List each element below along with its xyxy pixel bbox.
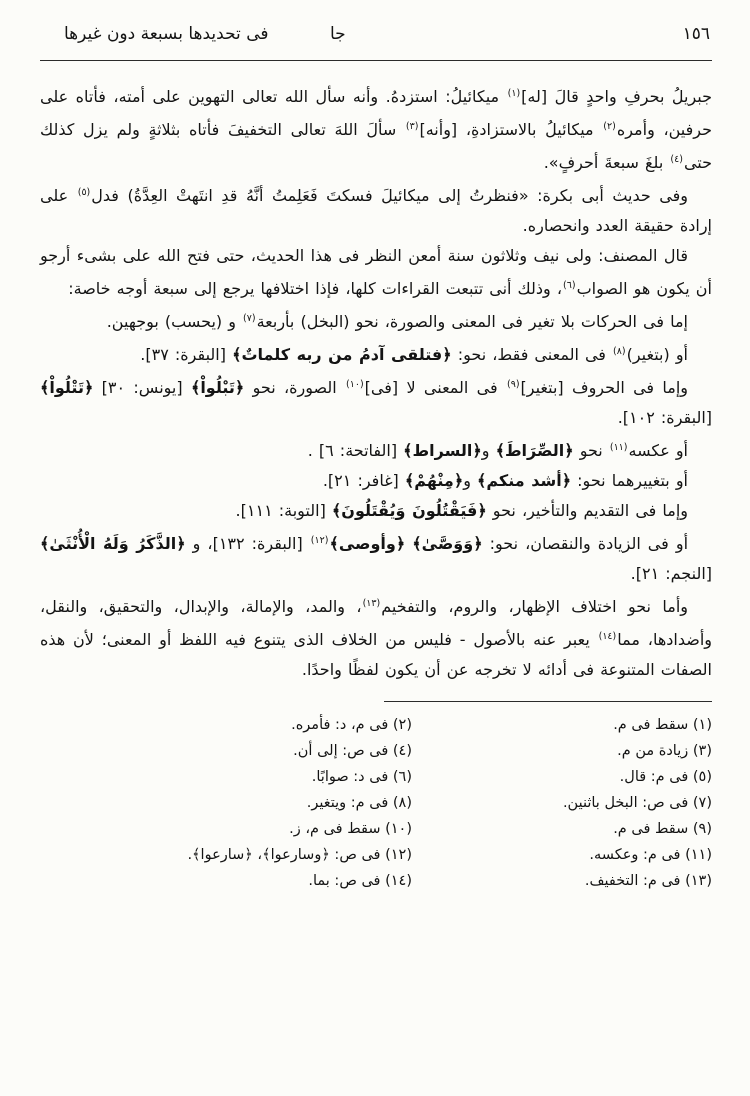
page-number: ١٥٦	[682, 24, 710, 44]
footnote-marker: (٦)	[563, 280, 576, 291]
quran-quote: ﴿وَوَصَّىٰ﴾	[412, 534, 483, 553]
footnote-marker: (٢)	[603, 121, 616, 132]
footnote: (٤) فى ص: إلى أن.	[293, 743, 412, 759]
footnote-marker: (١)	[507, 88, 521, 99]
footnote: (٢) فى م، د: فأمره.	[291, 717, 412, 733]
footnote-marker: (٧)	[243, 313, 256, 324]
header-rule	[40, 60, 712, 61]
paragraph: جبريلُ بحرفِ واحدٍ قالَ [له]$^{(١)}$ ميكائيلُ: استزدهُ. وأنه سأل الله تعالى التهوين على أمته، فأتاه على حرفين، وأمره$^{(٢)}$ ميكائيلُ بالاستزادةِ، [وأنه]$^{(٣)}$ سألَ اللهَ تعالى التخفيفَ فأتاه بثلاثةٍ ولم يزل كذلك حتى$^{(٤)}$ بلغَ سبعةَ أحرفٍ».	[40, 87, 713, 172]
paragraph: وإما فى التقديم والتأخير، نحو ﴿فَيَقْتُلُونَ وَيُقْتَلُونَ﴾ [التوبة: ١١١].	[235, 501, 688, 520]
footnote: (٩) سقط فى م.	[613, 821, 712, 837]
footnote: (٦) فى د: صوابًا.	[311, 769, 412, 785]
running-title: فى تحديدها بسبعة دون غيرها	[64, 24, 269, 44]
footnotes	[40, 712, 712, 894]
footnotes-right-column	[412, 712, 712, 894]
footnote: (١١) فى م: وعكسه.	[589, 847, 712, 863]
paragraph: أو (بتغير)$^{(٨)}$ فى المعنى فقط، نحو: ﴿فتلقى آدمُ من ربه كلماتٌ﴾ [البقرة: ٣٧].	[140, 345, 688, 364]
paragraph: أو فى الزيادة والنقصان، نحو: ﴿وَوَصَّىٰ﴾ ﴿وأوصى﴾$^{(١٢)}$ [البقرة: ١٣٢]، و ﴿الذَّكَرُ وَلَهُ الْأُنْثَىٰ﴾ [النجم: ٢١].	[40, 534, 712, 583]
footnote-marker: (١٢)	[310, 535, 329, 546]
paragraph: أو بتغييرهما نحو: ﴿أشد منكم﴾ و﴿مِنْهُمْ﴾ [غافر: ٢١].	[322, 471, 688, 490]
footnote-marker: (١٤)	[598, 631, 617, 642]
body-text	[40, 79, 712, 685]
footnotes-left-column	[40, 712, 412, 894]
quran-quote: ﴿فَيَقْتُلُونَ وَيُقْتَلُونَ﴾	[331, 501, 487, 520]
paragraph: وإما فى الحروف [بتغير]$^{(٩)}$ فى المعنى لا [فى]$^{(١٠)}$ الصورة، نحو ﴿تَبْلُواْ﴾ [يونس: ٣٠] ﴿تَتْلُواْ﴾ [البقرة: ١٠٢].	[40, 378, 712, 427]
footnote: (١٤) فى ص: بما.	[308, 873, 412, 889]
footnote-separator	[384, 701, 712, 702]
page-header	[40, 24, 712, 52]
paragraph: وفى حديث أبى بكرة: «فنظرتُ إلى ميكائيلَ فسكتَ فَعَلِمتُ أنَّهُ قدِ انتَهتْ العِدَّةُ) فدل$^{(٥)}$ على إرادة حقيقة العدد وانحصاره.	[40, 186, 712, 235]
footnote: (٧) فى ص: البخل باثنين.	[562, 795, 712, 811]
quran-quote: ﴿تَتْلُواْ﴾	[40, 378, 94, 397]
footnote: (١) سقط فى م.	[613, 717, 712, 733]
paragraph: وأما نحو اختلاف الإظهار، والروم، والتفخيم$^{(١٣)}$، والمد، والإمالة، والإبدال، والتحقيق، والنقل، وأضدادها، مما$^{(١٤)}$ يعبر عنه بالأصول - فليس من الخلاف الذى يتنوع فيه اللفظ أو المعنى؛ لأن هذه الصفات المتنوعة فى أدائه لا تخرجه عن أن يكون لفظًا واحدًا.	[40, 597, 712, 679]
footnote-marker: (٥)	[77, 187, 91, 198]
quran-quote: ﴿وأوصى﴾	[329, 534, 406, 553]
footnote: (١٢) فى ص: ﴿وسارعوا﴾، ﴿سارعوا﴾.	[187, 847, 412, 863]
footnote-marker: (١٣)	[362, 598, 381, 609]
quran-quote: ﴿الذَّكَرُ وَلَهُ الْأُنْثَىٰ﴾	[40, 534, 186, 553]
footnote-marker: (١١)	[609, 442, 628, 453]
quran-quote: ﴿أشد منكم﴾	[477, 471, 572, 490]
footnote: (٨) فى م: ويتغير.	[306, 795, 412, 811]
footnote: (١٣) فى م: التخفيف.	[584, 873, 712, 889]
quran-quote: ﴿السراط﴾	[403, 441, 482, 460]
footnote-marker: (٨)	[613, 346, 626, 357]
footnote: (١٠) سقط فى م، ز.	[289, 821, 412, 837]
header-center-mark: جا	[330, 24, 346, 44]
paragraph: أو عكسه$^{(١١)}$ نحو ﴿الصِّرَاطَ﴾ و﴿السراط﴾ [الفاتحة: ٦] .	[307, 441, 688, 460]
quran-quote: ﴿فتلقى آدمُ من ربه كلماتٌ﴾	[232, 345, 452, 364]
footnote-marker: (٤)	[670, 154, 683, 165]
quran-quote: ﴿مِنْهُمْ﴾	[404, 471, 464, 490]
footnote: (٥) فى م: قال.	[619, 769, 712, 785]
paragraph: قال المصنف: ولى نيف وثلاثون سنة أمعن النظر فى هذا الحديث، حتى فتح الله على بشىء أرجو أن يكون هو الصواب$^{(٦)}$، وذلك أنى تتبعت القراءات كلها، فإذا اختلافها يرجع إلى سبعة أوجه خاصة:	[40, 246, 712, 298]
footnote-marker: (٣)	[405, 121, 419, 132]
quran-quote: ﴿تَبْلُواْ﴾	[190, 378, 245, 397]
footnote: (٣) زيادة من م.	[617, 743, 712, 759]
footnote-marker: (١٠)	[346, 379, 364, 390]
footnote-marker: (٩)	[506, 379, 520, 390]
paragraph: إما فى الحركات بلا تغير فى المعنى والصورة، نحو (البخل) بأربعة$^{(٧)}$ و (يحسب) بوجهين.	[106, 312, 688, 331]
quran-quote: ﴿الصِّرَاطَ﴾	[495, 441, 574, 460]
